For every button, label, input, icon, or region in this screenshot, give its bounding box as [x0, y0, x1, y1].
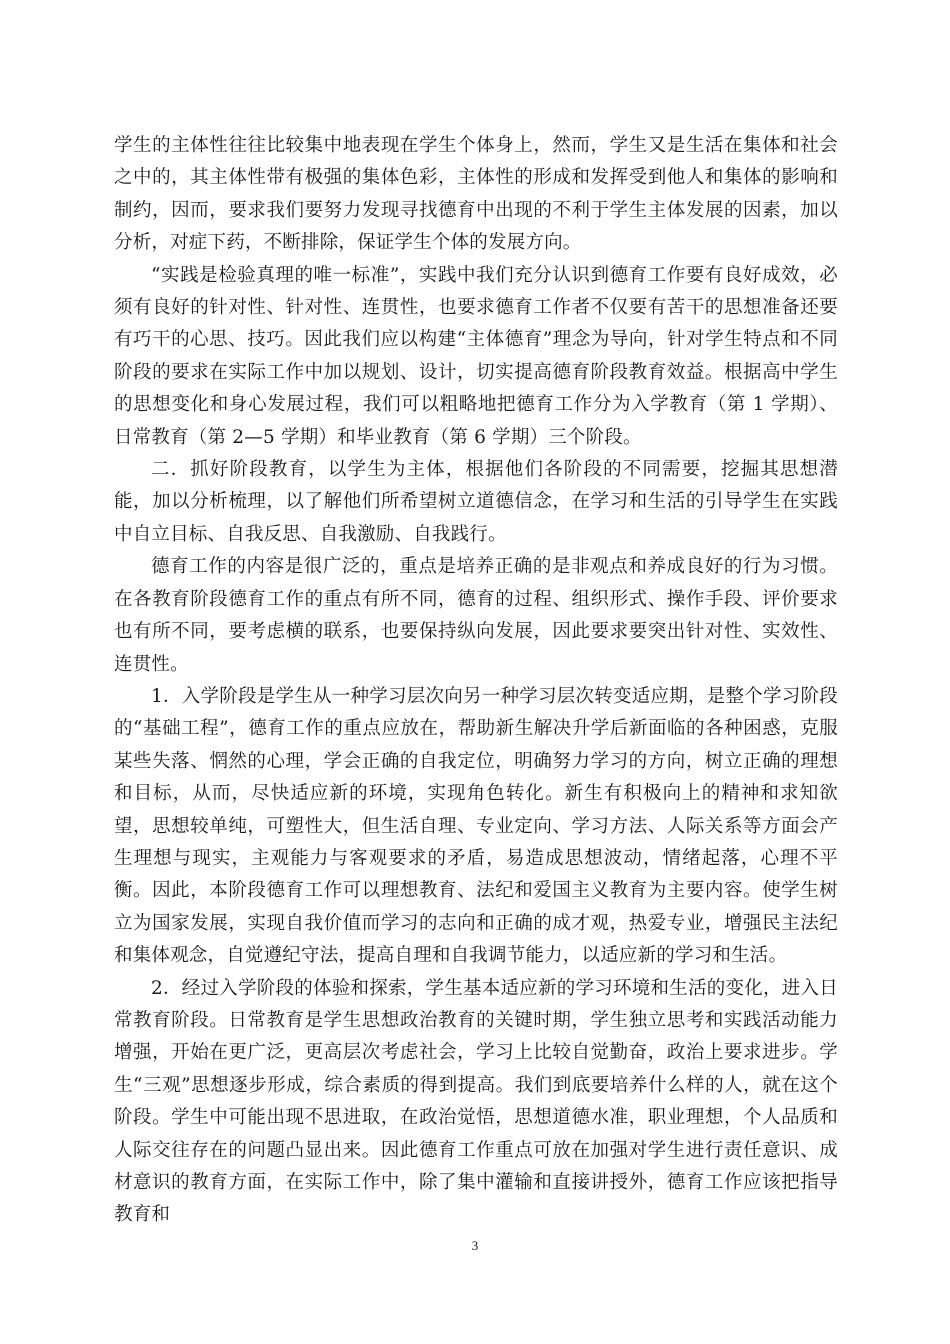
- body-text: [114, 130, 838, 1232]
- paragraph-5: 1．入学阶段是学生从一种学习层次向另一种学习层次转变适应期，是整个学习阶段的“基础工程”，德育工作的重点应放在，帮助新生解决升学后新面临的各种困惑，克服某些失落、惘然的心理，学会正确的自我定位，明确努力学习的方向，树立正确的理想和目标，从而，尽快适应新的环境，实现角色转化。新生有积极向上的精神和求知欲望，思想较单纯，可塑性大，但生活自理、专业定向、学习方法、人际关系等方面会产生理想与现实，主观能力与客观要求的矛盾，易造成思想波动，情绪起落，心理不平衡。因此，本阶段德育工作可以理想教育、法纪和爱国主义教育为主要内容。使学生树立为国家发展，实现自我价值而学习的志向和正确的成才观，热爱专业，增强民主法纪和集体观念，自觉遵纪守法，提高自理和自我调节能力，以适应新的学习和生活。: [114, 685, 838, 967]
- paragraph-3: 二．抓好阶段教育，以学生为主体，根据他们各阶段的不同需要，挖掘其思想潜能，加以分析梳理，以了解他们所希望树立道德信念，在学习和生活的引导学生在实践中自立目标、自我反思、自我激励、自我践行。: [114, 459, 838, 545]
- paragraph-6: 2．经过入学阶段的体验和探索，学生基本适应新的学习环境和生活的变化，进入日常教育阶段。日常教育是学生思想政治教育的关键时期，学生独立思考和实践活动能力增强，开始在更广泛，更高层次考虑社会，学习上比较自觉勤奋，政治上要求进步。学生“三观”思想逐步形成，综合素质的得到提高。我们到底要培养什么样的人，就在这个阶段。学生中可能出现不思进取，在政治觉悟，思想道德水准，职业理想，个人品质和人际交往存在的问题凸显出来。因此德育工作重点可放在加强对学生进行责任意识、成材意识的教育方面，在实际工作中，除了集中灌输和直接讲授外，德育工作应该把指导教育和: [114, 977, 838, 1226]
- page-number: 3: [471, 1238, 479, 1253]
- paragraph-4: 德育工作的内容是很广泛的，重点是培养正确的是非观点和养成良好的行为习惯。在各教育阶段德育工作的重点有所不同，德育的过程、组织形式、操作手段、评价要求也有所不同，要考虑横的联系，也要保持纵向发展，因此要求要突出针对性、实效性、连贯性。: [114, 556, 838, 675]
- paragraph-1: 学生的主体性往往比较集中地表现在学生个体身上，然而，学生又是生活在集体和社会之中的，其主体性带有极强的集体色彩，主体性的形成和发挥受到他人和集体的影响和制约，因而，要求我们要努力发现寻找德育中出现的不利于学生主体发展的因素，加以分析，对症下药，不断排除，保证学生个体的发展方向。: [114, 135, 838, 254]
- paragraph-2: “实践是检验真理的唯一标准”，实践中我们充分认识到德育工作要有良好成效，必须有良好的针对性、针对性、连贯性，也要求德育工作者不仅要有苦干的思想准备还要有巧干的心思、技巧。因此我们应以构建“主体德育”理念为导向，针对学生特点和不同阶段的要求在实际工作中加以规划、设计，切实提高德育阶段教育效益。根据高中学生的思想变化和身心发展过程，我们可以粗略地把德育工作分为入学教育（第 1 学期）、日常教育（第 2—5 学期）和毕业教育（第 6 学期）三个阶段。: [114, 264, 838, 448]
